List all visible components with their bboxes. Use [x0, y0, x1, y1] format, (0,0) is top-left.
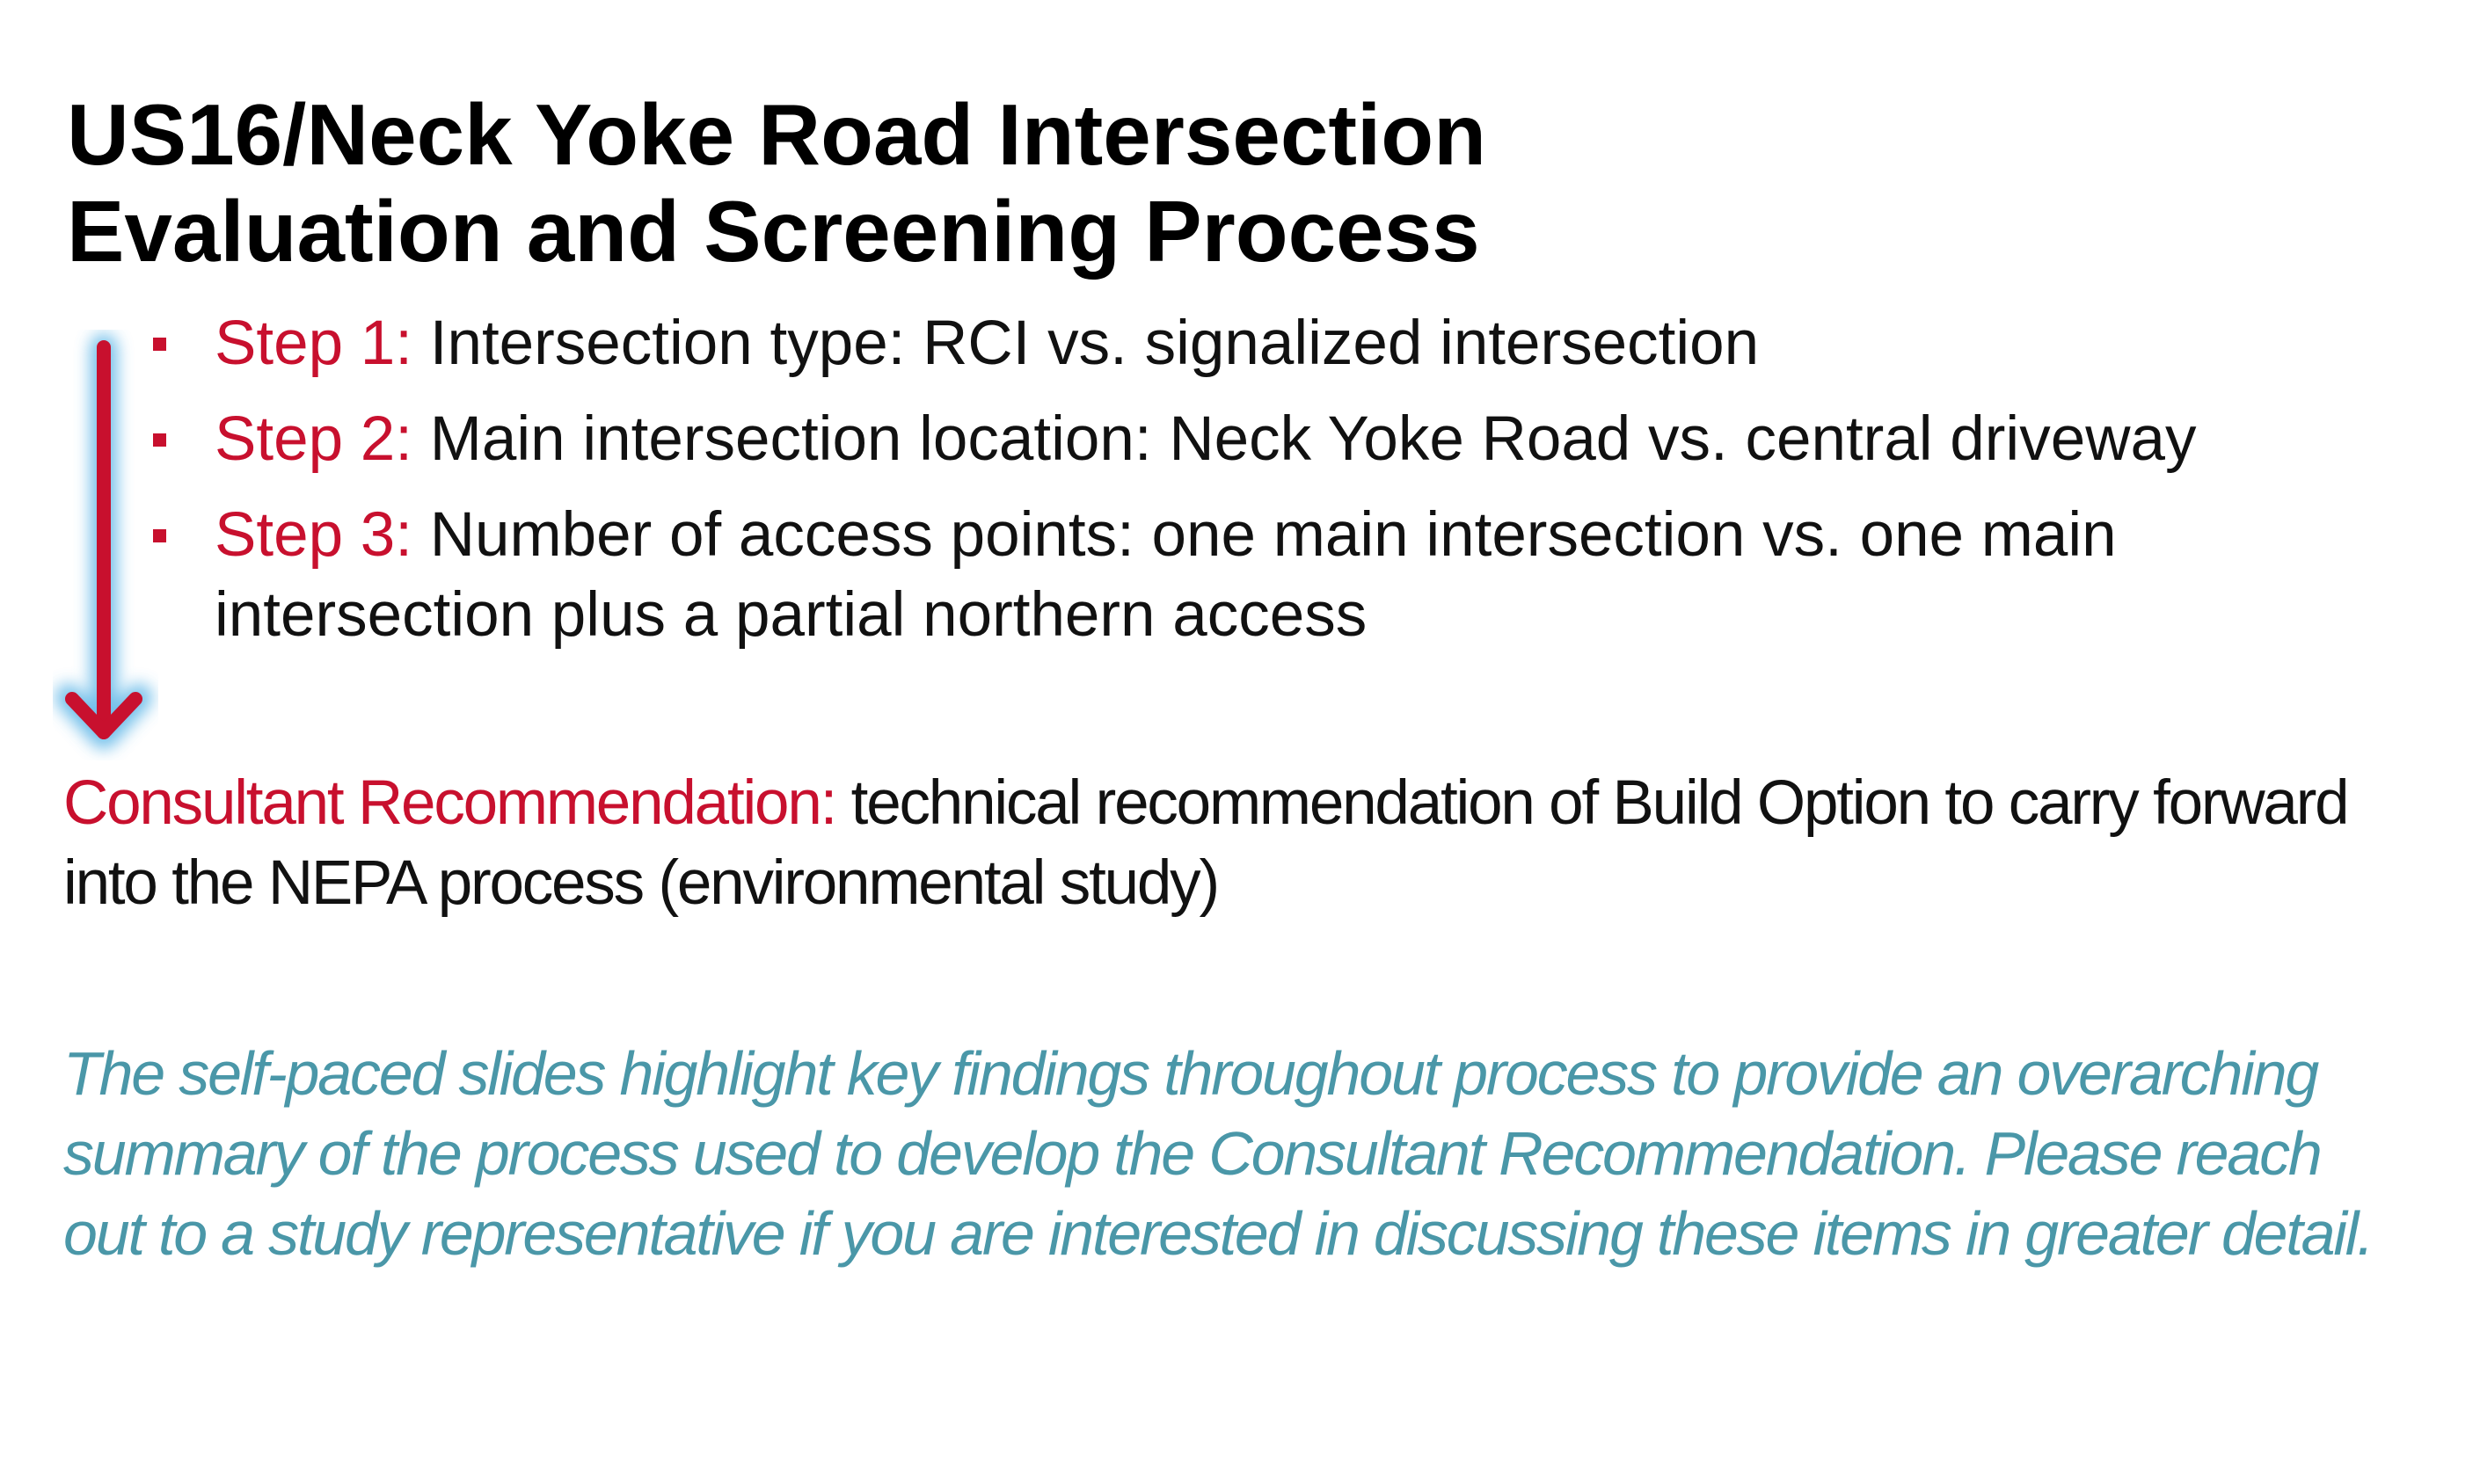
bullet-square-icon	[153, 433, 166, 447]
slide-title	[67, 86, 2265, 280]
step-text: Main intersection location: Neck Yoke Road vs. central driveway	[412, 404, 2197, 474]
steps-list	[150, 303, 2260, 671]
title-line-1: US16/Neck Yoke Road Intersection	[67, 86, 1486, 183]
note-line-1: The self-paced slides highlight key findings throughout process to provide an overarching	[63, 1039, 2318, 1108]
note-line-2: summary of the process used to develop the Consultant Recommendation. Please reach	[63, 1119, 2321, 1188]
step-label: Step 3:	[215, 500, 412, 570]
bullet-square-icon	[153, 529, 166, 542]
step-item-2	[150, 399, 2260, 479]
recommendation-label: Consultant Recommendation:	[63, 768, 836, 838]
note-line-3: out to a study representative if you are interested in discussing these items in greater detail.	[63, 1199, 2373, 1268]
bullet-square-icon	[153, 338, 166, 351]
step-label: Step 2:	[215, 404, 412, 474]
title-line-2: Evaluation and Screening Process	[67, 183, 1480, 280]
self-paced-note	[63, 1034, 2438, 1274]
step-label: Step 1:	[215, 309, 412, 378]
step-text: Intersection type: RCI vs. signalized intersection	[412, 309, 1760, 378]
down-arrow-icon	[53, 330, 158, 760]
step-item-1	[150, 303, 2260, 383]
consultant-recommendation	[63, 763, 2394, 923]
step-text: Number of access points: one main intersection vs. one main intersection plus a partial northern access	[215, 500, 2117, 650]
step-item-3	[150, 495, 2260, 655]
recommendation-text: technical recommendation of Build Option to carry forward into the NEPA process (environmental study)	[63, 768, 2348, 918]
